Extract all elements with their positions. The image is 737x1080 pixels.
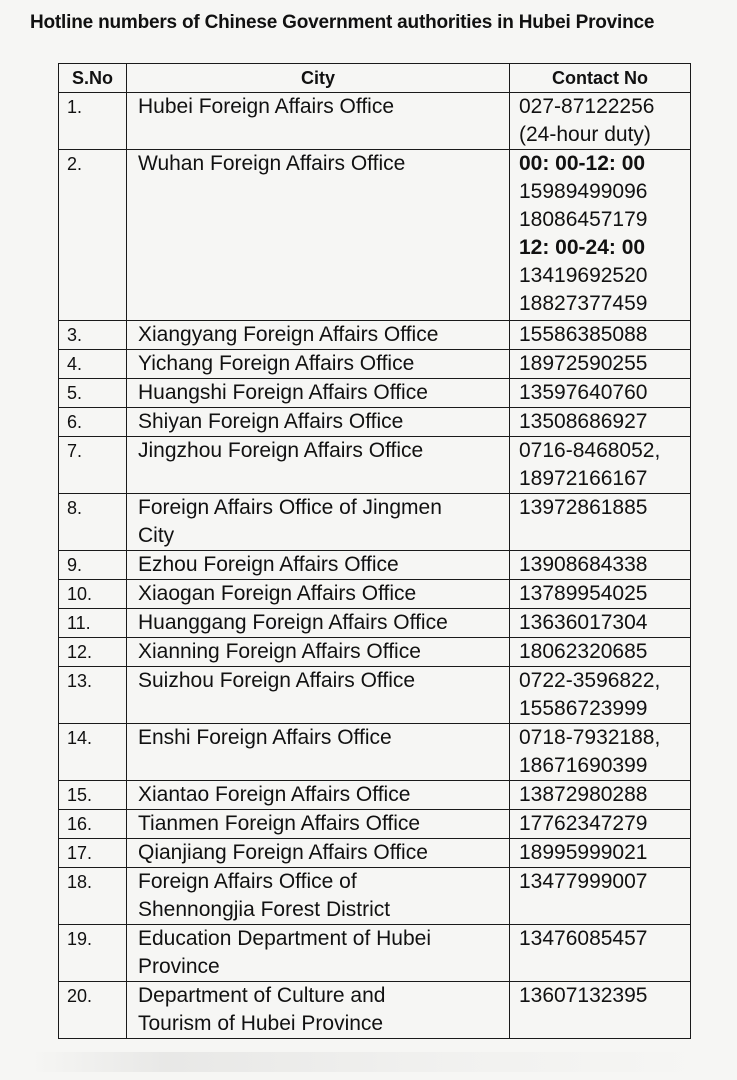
row-number: 11.	[59, 609, 127, 638]
city-line: Jingzhou Foreign Affairs Office	[138, 439, 424, 462]
city-line: Qianjiang Foreign Affairs Office	[138, 841, 428, 864]
table-row	[59, 667, 691, 724]
contact-number: 17762347279	[519, 812, 648, 835]
contact-number: (24-hour duty)	[519, 123, 651, 146]
table-row	[59, 982, 691, 1039]
city-line: Xiantao Foreign Affairs Office	[138, 783, 411, 806]
row-contact	[510, 638, 691, 667]
contact-number: 18995999021	[519, 841, 648, 864]
city-line: Tianmen Foreign Affairs Office	[138, 812, 421, 835]
row-city	[127, 868, 510, 925]
row-city	[127, 551, 510, 580]
row-contact	[510, 551, 691, 580]
row-number: 17.	[59, 839, 127, 868]
city-line: Huangshi Foreign Affairs Office	[138, 381, 428, 404]
row-city	[127, 350, 510, 379]
contact-number: 18972590255	[519, 352, 648, 375]
row-contact	[510, 408, 691, 437]
header-sno: S.No	[59, 64, 127, 93]
contact-number: 15989499096	[519, 180, 648, 203]
table-row	[59, 724, 691, 781]
table-row	[59, 638, 691, 667]
row-number: 20.	[59, 982, 127, 1039]
city-line: Enshi Foreign Affairs Office	[138, 726, 392, 749]
city-line: Yichang Foreign Affairs Office	[138, 352, 415, 375]
contact-number: 18671690399	[519, 754, 648, 777]
city-line: Suizhou Foreign Affairs Office	[138, 669, 416, 692]
row-number: 1.	[59, 93, 127, 150]
row-contact	[510, 982, 691, 1039]
table-body	[59, 93, 691, 1039]
city-line: Education Department of Hubei	[138, 927, 432, 950]
city-line: Foreign Affairs Office of Jingmen	[138, 496, 442, 519]
row-number: 6.	[59, 408, 127, 437]
table-row	[59, 925, 691, 982]
contact-number: 13597640760	[519, 381, 648, 404]
city-line: Hubei Foreign Affairs Office	[138, 95, 395, 118]
contact-number: 027-87122256	[519, 95, 655, 118]
city-line: Huanggang Foreign Affairs Office	[138, 611, 448, 634]
contact-number: 13477999007	[519, 870, 648, 893]
header-contact: Contact No	[510, 64, 691, 93]
contact-number: 0718-7932188,	[519, 726, 661, 749]
row-number: 12.	[59, 638, 127, 667]
city-line: Province	[138, 955, 220, 978]
contact-number: 0722-3596822,	[519, 669, 661, 692]
row-contact	[510, 321, 691, 350]
contact-time-range: 00: 00-12: 00	[519, 152, 646, 175]
table-row	[59, 494, 691, 551]
row-city	[127, 810, 510, 839]
row-city	[127, 150, 510, 321]
row-city	[127, 925, 510, 982]
row-number: 14.	[59, 724, 127, 781]
city-line: Ezhou Foreign Affairs Office	[138, 553, 399, 576]
row-number: 16.	[59, 810, 127, 839]
contact-number: 18062320685	[519, 640, 648, 663]
city-line: Xiaogan Foreign Affairs Office	[138, 582, 417, 605]
table-row	[59, 437, 691, 494]
header-city: City	[127, 64, 510, 93]
contact-number: 13789954025	[519, 582, 648, 605]
table-row	[59, 150, 691, 321]
city-line: City	[138, 524, 175, 547]
row-contact	[510, 667, 691, 724]
row-contact	[510, 609, 691, 638]
row-number: 13.	[59, 667, 127, 724]
row-city	[127, 638, 510, 667]
row-number: 19.	[59, 925, 127, 982]
city-line: Department of Culture and	[138, 984, 386, 1007]
row-number: 15.	[59, 781, 127, 810]
table-row	[59, 868, 691, 925]
row-city	[127, 93, 510, 150]
contact-number: 15586723999	[519, 697, 648, 720]
contact-number: 13872980288	[519, 783, 648, 806]
contact-time-range: 12: 00-24: 00	[519, 236, 646, 259]
row-number: 8.	[59, 494, 127, 551]
contact-number: 13636017304	[519, 611, 648, 634]
city-line: Tourism of Hubei Province	[138, 1012, 384, 1035]
contact-number: 15586385088	[519, 323, 648, 346]
contact-number: 0716-8468052,	[519, 439, 661, 462]
table-row	[59, 379, 691, 408]
table-row	[59, 839, 691, 868]
table-row	[59, 321, 691, 350]
row-city	[127, 724, 510, 781]
table-row	[59, 350, 691, 379]
row-city	[127, 321, 510, 350]
contact-number: 13508686927	[519, 410, 648, 433]
row-contact	[510, 379, 691, 408]
row-number: 5.	[59, 379, 127, 408]
table-row	[59, 408, 691, 437]
city-line: Xiangyang Foreign Affairs Office	[138, 323, 439, 346]
contact-number: 18972166167	[519, 467, 648, 490]
row-number: 4.	[59, 350, 127, 379]
row-contact	[510, 93, 691, 150]
contact-number: 13908684338	[519, 553, 648, 576]
city-line: Shennongjia Forest District	[138, 898, 391, 921]
row-city	[127, 781, 510, 810]
row-contact	[510, 494, 691, 551]
row-contact	[510, 437, 691, 494]
row-contact	[510, 150, 691, 321]
table-row	[59, 93, 691, 150]
table-row	[59, 609, 691, 638]
row-contact	[510, 724, 691, 781]
row-number: 10.	[59, 580, 127, 609]
hotline-table	[58, 63, 691, 1039]
row-number: 2.	[59, 150, 127, 321]
row-contact	[510, 781, 691, 810]
row-city	[127, 408, 510, 437]
city-line: Xianning Foreign Affairs Office	[138, 640, 421, 663]
contact-number: 13972861885	[519, 496, 648, 519]
row-contact	[510, 868, 691, 925]
row-contact	[510, 810, 691, 839]
row-contact	[510, 350, 691, 379]
scan-smudge	[30, 1052, 710, 1072]
table-row	[59, 551, 691, 580]
row-number: 18.	[59, 868, 127, 925]
row-city	[127, 839, 510, 868]
city-line: Foreign Affairs Office of	[138, 870, 357, 893]
page-title: Hotline numbers of Chinese Government authorities in Hubei Province	[30, 12, 655, 33]
row-contact	[510, 925, 691, 982]
row-city	[127, 379, 510, 408]
row-number: 3.	[59, 321, 127, 350]
row-city	[127, 580, 510, 609]
city-line: Wuhan Foreign Affairs Office	[138, 152, 406, 175]
row-city	[127, 982, 510, 1039]
contact-number: 18086457179	[519, 208, 648, 231]
table-row	[59, 781, 691, 810]
contact-number: 18827377459	[519, 292, 648, 315]
table-header-row	[59, 64, 691, 93]
contact-number: 13419692520	[519, 264, 648, 287]
row-city	[127, 667, 510, 724]
row-contact	[510, 580, 691, 609]
table-row	[59, 810, 691, 839]
row-number: 7.	[59, 437, 127, 494]
row-contact	[510, 839, 691, 868]
contact-number: 13607132395	[519, 984, 648, 1007]
contact-number: 13476085457	[519, 927, 648, 950]
row-city	[127, 609, 510, 638]
city-line: Shiyan Foreign Affairs Office	[138, 410, 404, 433]
row-city	[127, 437, 510, 494]
row-number: 9.	[59, 551, 127, 580]
row-city	[127, 494, 510, 551]
table-row	[59, 580, 691, 609]
